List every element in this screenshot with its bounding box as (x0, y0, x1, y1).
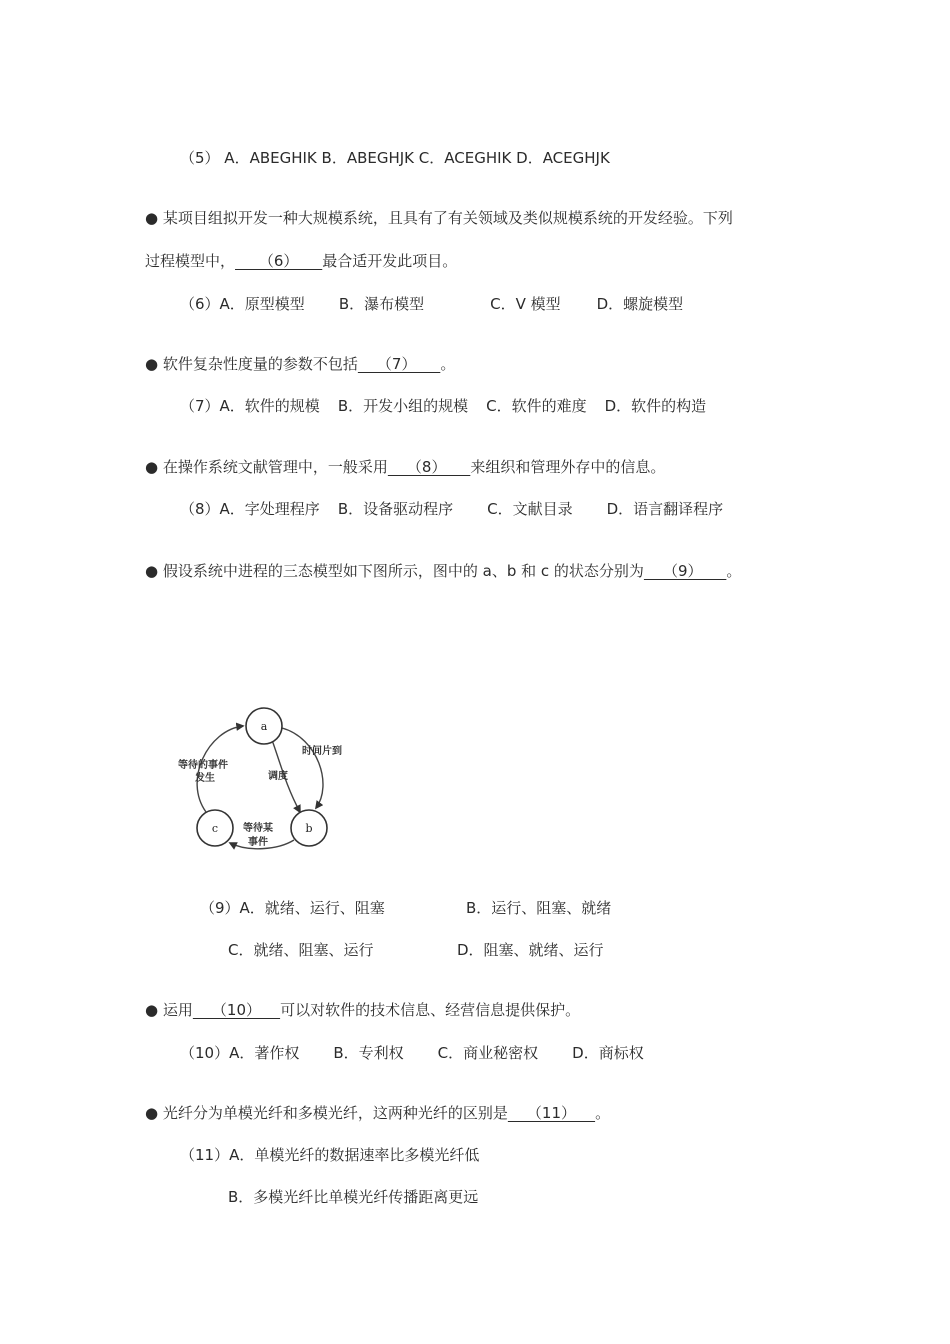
q8-stem-post: 来组织和管理外存中的信息。 (470, 458, 666, 476)
q11-stem-pre: ● 光纤分为单模光纤和多模光纤，这两种光纤的区别是 (145, 1104, 508, 1122)
q7-stem-post: 。 (440, 355, 456, 373)
q8-options (180, 499, 723, 519)
q10-stem-post: 可以对软件的技术信息、经营信息提供保护。 (280, 1001, 581, 1019)
q10-option-a: A．著作权 (229, 1044, 300, 1062)
q6-options (180, 294, 683, 314)
q8-option-c: C．文献目录 (487, 500, 573, 518)
q10-options (180, 1043, 644, 1063)
q10-option-c: C．商业秘密权 (437, 1044, 539, 1062)
q6-stem-line1: ● 某项目组拟开发一种大规模系统，且具有了有关领域及类似规模系统的开发经验。下列 (145, 209, 733, 227)
q7-option-c: C．软件的难度 (486, 397, 587, 415)
q6-stem-line2 (145, 251, 457, 271)
q11-blank: （11） (507, 1104, 596, 1122)
q5-options: （5） A．ABEGHIK B．ABEGHJK C．ACEGHIK D．ACEGHJK (180, 149, 610, 167)
q11-option-b: B．多模光纤比单模光纤传播距离更远 (228, 1188, 479, 1206)
q8-option-a: A．字处理程序 (219, 500, 320, 518)
process-state-diagram (168, 700, 368, 865)
q9-stem-post: 。 (726, 562, 742, 580)
q11-option-a: （11）A．单模光纤的数据速率比多模光纤低 (180, 1146, 480, 1164)
label-wait-event-line1: 等待某 (243, 823, 273, 834)
q6-option-label: （6） (180, 295, 220, 313)
q10-stem (145, 1000, 580, 1020)
q9-option-a: （9）A．就绪、运行、阻塞 (200, 899, 385, 917)
label-time-slice: 时间片到 (302, 746, 342, 757)
q6-option-d: D．螺旋模型 (596, 295, 684, 313)
q7-option-d: D．软件的构造 (604, 397, 707, 415)
q6-option-a: A．原型模型 (219, 295, 305, 313)
label-wait-event-line2: 事件 (248, 837, 268, 848)
node-label-a: a (260, 720, 268, 733)
label-event-occurs-line1: 等待的事件 (178, 760, 228, 771)
q8-option-label: （8） (180, 500, 220, 518)
q8-option-b: B．设备驱动程序 (337, 500, 454, 518)
q7-stem-pre: ● 软件复杂性度量的参数不包括 (145, 355, 358, 373)
q6-option-b: B．瀑布模型 (338, 295, 425, 313)
q7-stem (145, 354, 455, 374)
q7-blank: （7） (357, 355, 441, 373)
q9-option-b: B．运行、阻塞、就绪 (466, 899, 612, 917)
q6-stem-post: 最合适开发此项目。 (322, 252, 458, 270)
q6-stem-pre: 过程模型中， (145, 252, 236, 270)
q8-stem (145, 457, 665, 477)
q10-option-b: B．专利权 (333, 1044, 404, 1062)
q8-stem-pre: ● 在操作系统文献管理中，一般采用 (145, 458, 388, 476)
q9-blank: （9） (643, 562, 727, 580)
q10-option-d: D．商标权 (572, 1044, 644, 1062)
node-label-b: b (305, 822, 313, 835)
q8-option-d: D．语言翻译程序 (606, 500, 724, 518)
q8-blank: （8） (387, 458, 471, 476)
q9-stem (145, 561, 741, 581)
q9-stem-pre: ● 假设系统中进程的三态模型如下图所示，图中的 a、b 和 c 的状态分别为 (145, 562, 644, 580)
q6-blank: （6） (235, 252, 323, 270)
q11-stem (145, 1103, 610, 1123)
q7-option-a: A．软件的规模 (219, 397, 320, 415)
q7-option-b: B．开发小组的规模 (337, 397, 469, 415)
q11-stem-post: 。 (595, 1104, 611, 1122)
node-label-c: c (211, 822, 219, 835)
q9-option-c: C．就绪、阻塞、运行 (228, 941, 374, 959)
q9-option-d: D．阻塞、就绪、运行 (457, 941, 604, 959)
q7-options (180, 396, 706, 416)
q7-option-label: （7） (180, 397, 220, 415)
arc-a-to-b (282, 728, 323, 808)
label-schedule: 调度 (268, 771, 288, 782)
q10-blank: （10） (192, 1001, 281, 1019)
q6-option-c: C．V 模型 (490, 295, 561, 313)
q10-stem-pre: ● 运用 (145, 1001, 193, 1019)
q10-option-label: （10） (180, 1044, 230, 1062)
label-event-occurs-line2: 发生 (195, 773, 215, 784)
